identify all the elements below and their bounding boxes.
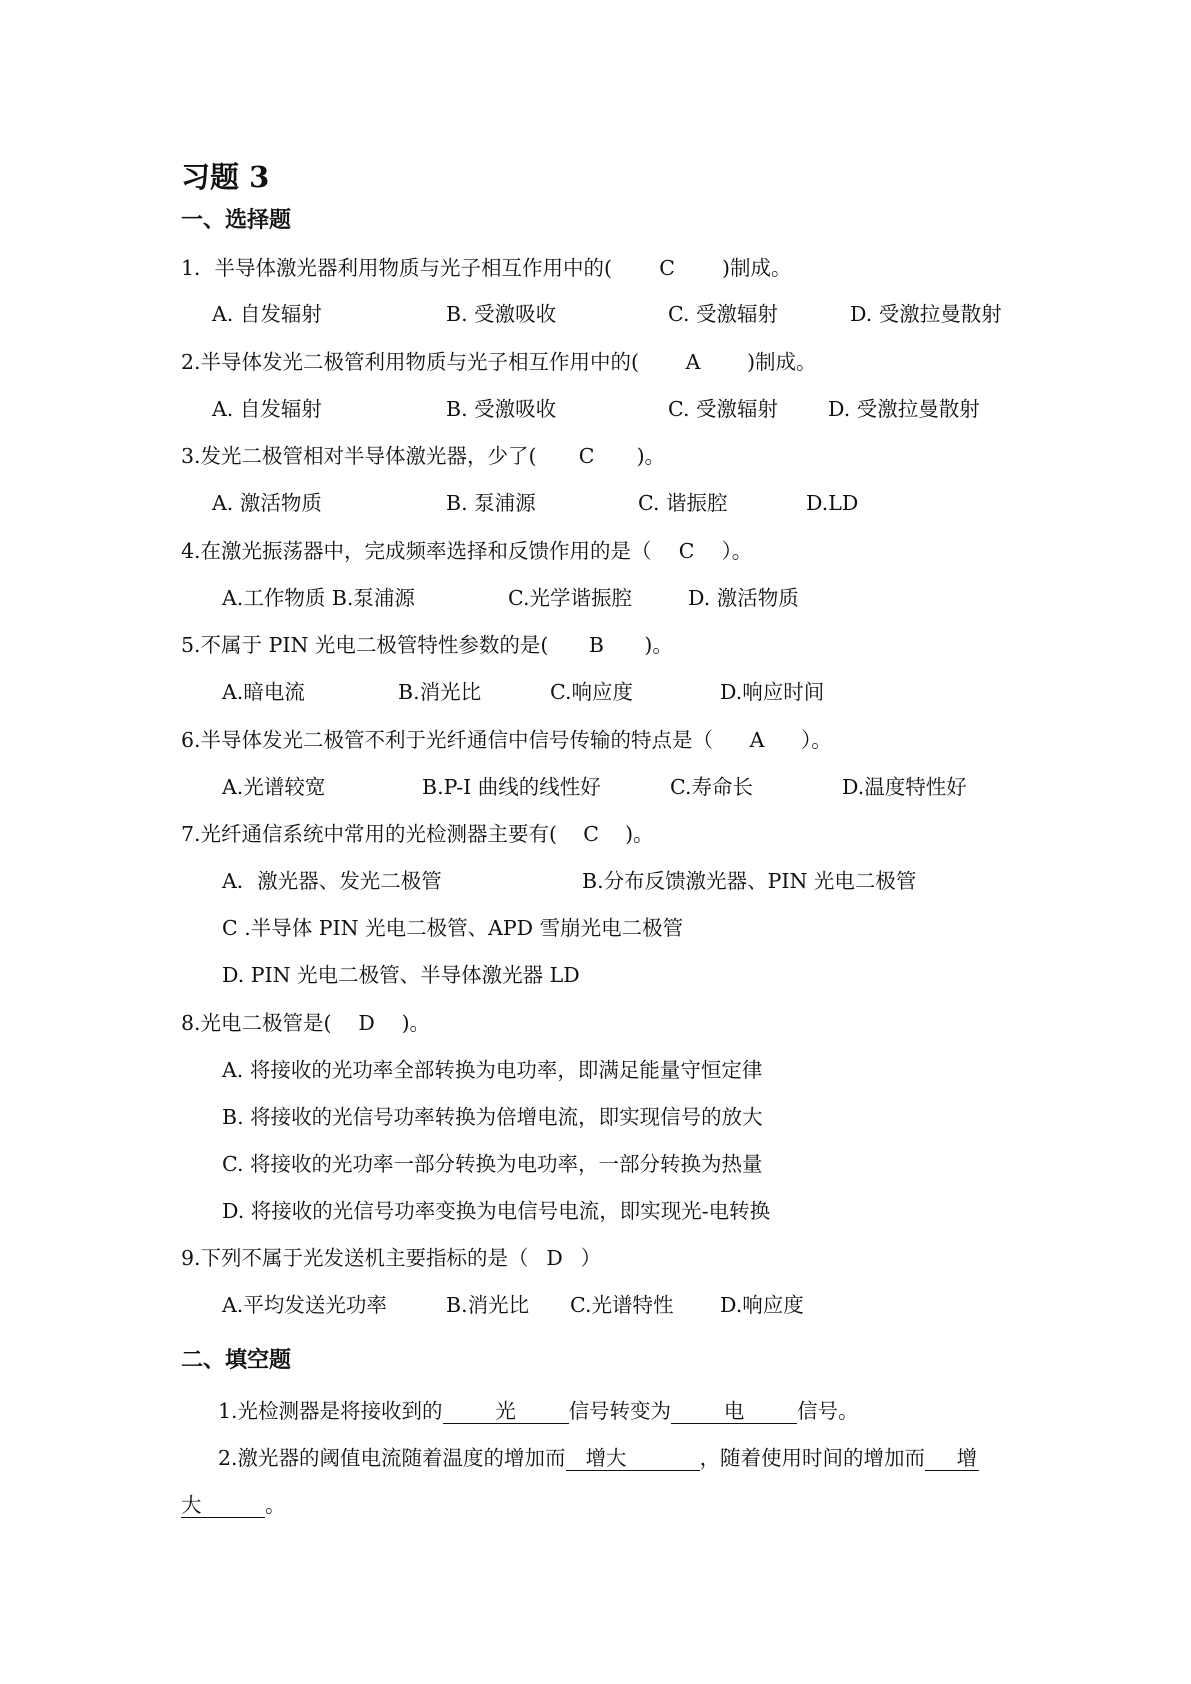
q6-option-b: B.P-I 曲线的线性好 (422, 775, 601, 799)
q6-option-c: C.寿命长 (670, 775, 753, 799)
question-8 (181, 1010, 430, 1036)
fill-2-blank-1: 增大 (566, 1446, 700, 1471)
q9-option-d: D.响应度 (720, 1293, 804, 1317)
fill-2-text-c: 。 (265, 1493, 286, 1517)
q1-option-c: C. 受激辐射 (668, 302, 778, 326)
fill-question-2 (218, 1445, 979, 1471)
question-7-text: 7.光纤通信系统中常用的光检测器主要有( (181, 822, 558, 846)
question-9 (181, 1245, 601, 1271)
q1-option-b: B. 受激吸收 (446, 302, 557, 326)
fill-1-blank-1: 光 (443, 1399, 569, 1424)
question-2 (181, 349, 817, 375)
q8-option-c: C. 将接收的光功率一部分转换为电功率，一部分转换为热量 (222, 1152, 763, 1176)
question-6-end: ）。 (801, 728, 832, 752)
question-4 (181, 538, 752, 564)
fill-2-text-b: ，随着使用时间的增加而 (699, 1446, 926, 1470)
fill-1-blank-2: 电 (671, 1399, 797, 1424)
question-5-text: 5.不属于 PIN 光电二极管特性参数的是( (181, 633, 549, 657)
question-6 (181, 727, 832, 753)
q6-option-a: A.光谱较宽 (222, 775, 326, 799)
q9-option-b: B.消光比 (446, 1293, 530, 1317)
fill-1-text-b: 信号转变为 (568, 1399, 672, 1423)
question-8-text: 8.光电二极管是( (181, 1011, 332, 1035)
q3-option-b: B. 泵浦源 (446, 491, 536, 515)
q7-option-b: B.分布反馈激光器、PIN 光电二极管 (582, 869, 917, 893)
question-2-end: )制成。 (747, 350, 817, 374)
question-1-text: 1．半导体激光器利用物质与光子相互作用中的( (181, 256, 613, 280)
q8-option-d: D. 将接收的光信号功率变换为电信号电流，即实现光-电转换 (222, 1199, 771, 1223)
question-4-text: 4.在激光振荡器中，完成频率选择和反馈作用的是（ (181, 539, 652, 563)
q7-option-c: C .半导体 PIN 光电二极管、APD 雪崩光电二极管 (222, 916, 684, 940)
q5-option-d: D.响应时间 (720, 680, 825, 704)
q8-option-b: B. 将接收的光信号功率转换为倍增电流，即实现信号的放大 (222, 1105, 763, 1129)
q4-option-ab: A.工作物质 B.泵浦源 (222, 586, 415, 610)
q8-option-a: A. 将接收的光功率全部转换为电功率，即满足能量守恒定律 (222, 1058, 763, 1082)
fill-question-1 (218, 1398, 859, 1424)
q9-option-c: C.光谱特性 (570, 1293, 674, 1317)
section-heading-choice: 一、选择题 (181, 207, 292, 233)
q5-option-a: A.暗电流 (222, 680, 305, 704)
fill-2-blank-2-start: 增 (925, 1446, 979, 1471)
question-5-answer: B (588, 633, 604, 657)
q3-option-a: A. 激活物质 (212, 491, 322, 515)
question-3-text: 3.发光二极管相对半导体激光器，少了( (181, 444, 537, 468)
question-4-end: ）。 (721, 539, 753, 563)
q7-option-d: D. PIN 光电二极管、半导体激光器 LD (222, 963, 580, 987)
question-1-end: )制成。 (722, 256, 792, 280)
q2-option-b: B. 受激吸收 (446, 397, 557, 421)
question-8-answer: D (358, 1011, 375, 1035)
question-8-end: )。 (401, 1011, 431, 1035)
question-9-text: 9.下列不属于光发送机主要指标的是（ (181, 1246, 529, 1270)
question-5 (181, 632, 673, 658)
q4-option-d: D. 激活物质 (688, 586, 799, 610)
question-2-text: 2.半导体发光二极管利用物质与光子相互作用中的( (181, 350, 640, 374)
fill-1-text-a: 1.光检测器是将接收到的 (218, 1399, 443, 1423)
question-1-answer: C (659, 256, 675, 280)
q2-option-c: C. 受激辐射 (668, 397, 778, 421)
q5-option-c: C.响应度 (550, 680, 633, 704)
question-7-answer: C (583, 822, 599, 846)
q3-option-c: C. 谐振腔 (638, 491, 728, 515)
question-2-answer: A (685, 350, 701, 374)
q9-option-a: A.平均发送光功率 (222, 1293, 387, 1317)
question-9-answer: D (546, 1246, 563, 1270)
question-6-text: 6.半导体发光二极管不利于光纤通信中信号传输的特点是（ (181, 728, 714, 752)
question-6-answer: A (749, 728, 765, 752)
q6-option-d: D.温度特性好 (842, 775, 967, 799)
question-1 (181, 255, 792, 281)
question-7 (181, 821, 654, 847)
question-5-end: )。 (644, 633, 673, 657)
q2-option-d: D. 受激拉曼散射 (828, 397, 980, 421)
fill-question-2-cont (181, 1492, 286, 1518)
q1-option-a: A. 自发辐射 (212, 302, 322, 326)
q2-option-a: A. 自发辐射 (212, 397, 322, 421)
q7-option-a: A．激光器、发光二极管 (222, 869, 442, 893)
question-3-answer: C (578, 444, 595, 468)
q5-option-b: B.消光比 (398, 680, 482, 704)
q1-option-d: D. 受激拉曼散射 (850, 302, 1002, 326)
question-9-end: ） (580, 1246, 602, 1270)
fill-2-text-a: 2.激光器的阈值电流随着温度的增加而 (218, 1446, 566, 1470)
q3-option-d: D.LD (806, 491, 859, 515)
page-title: 习题 3 (181, 160, 270, 194)
fill-1-text-c: 信号。 (797, 1399, 859, 1423)
question-7-end: )。 (625, 822, 654, 846)
question-4-answer: C (678, 539, 695, 563)
q4-option-c: C.光学谐振腔 (508, 586, 632, 610)
section-heading-fill: 二、填空题 (181, 1347, 292, 1373)
question-3-end: )。 (636, 444, 666, 468)
fill-2-blank-2-end: 大 (181, 1493, 265, 1518)
question-3 (181, 443, 665, 469)
